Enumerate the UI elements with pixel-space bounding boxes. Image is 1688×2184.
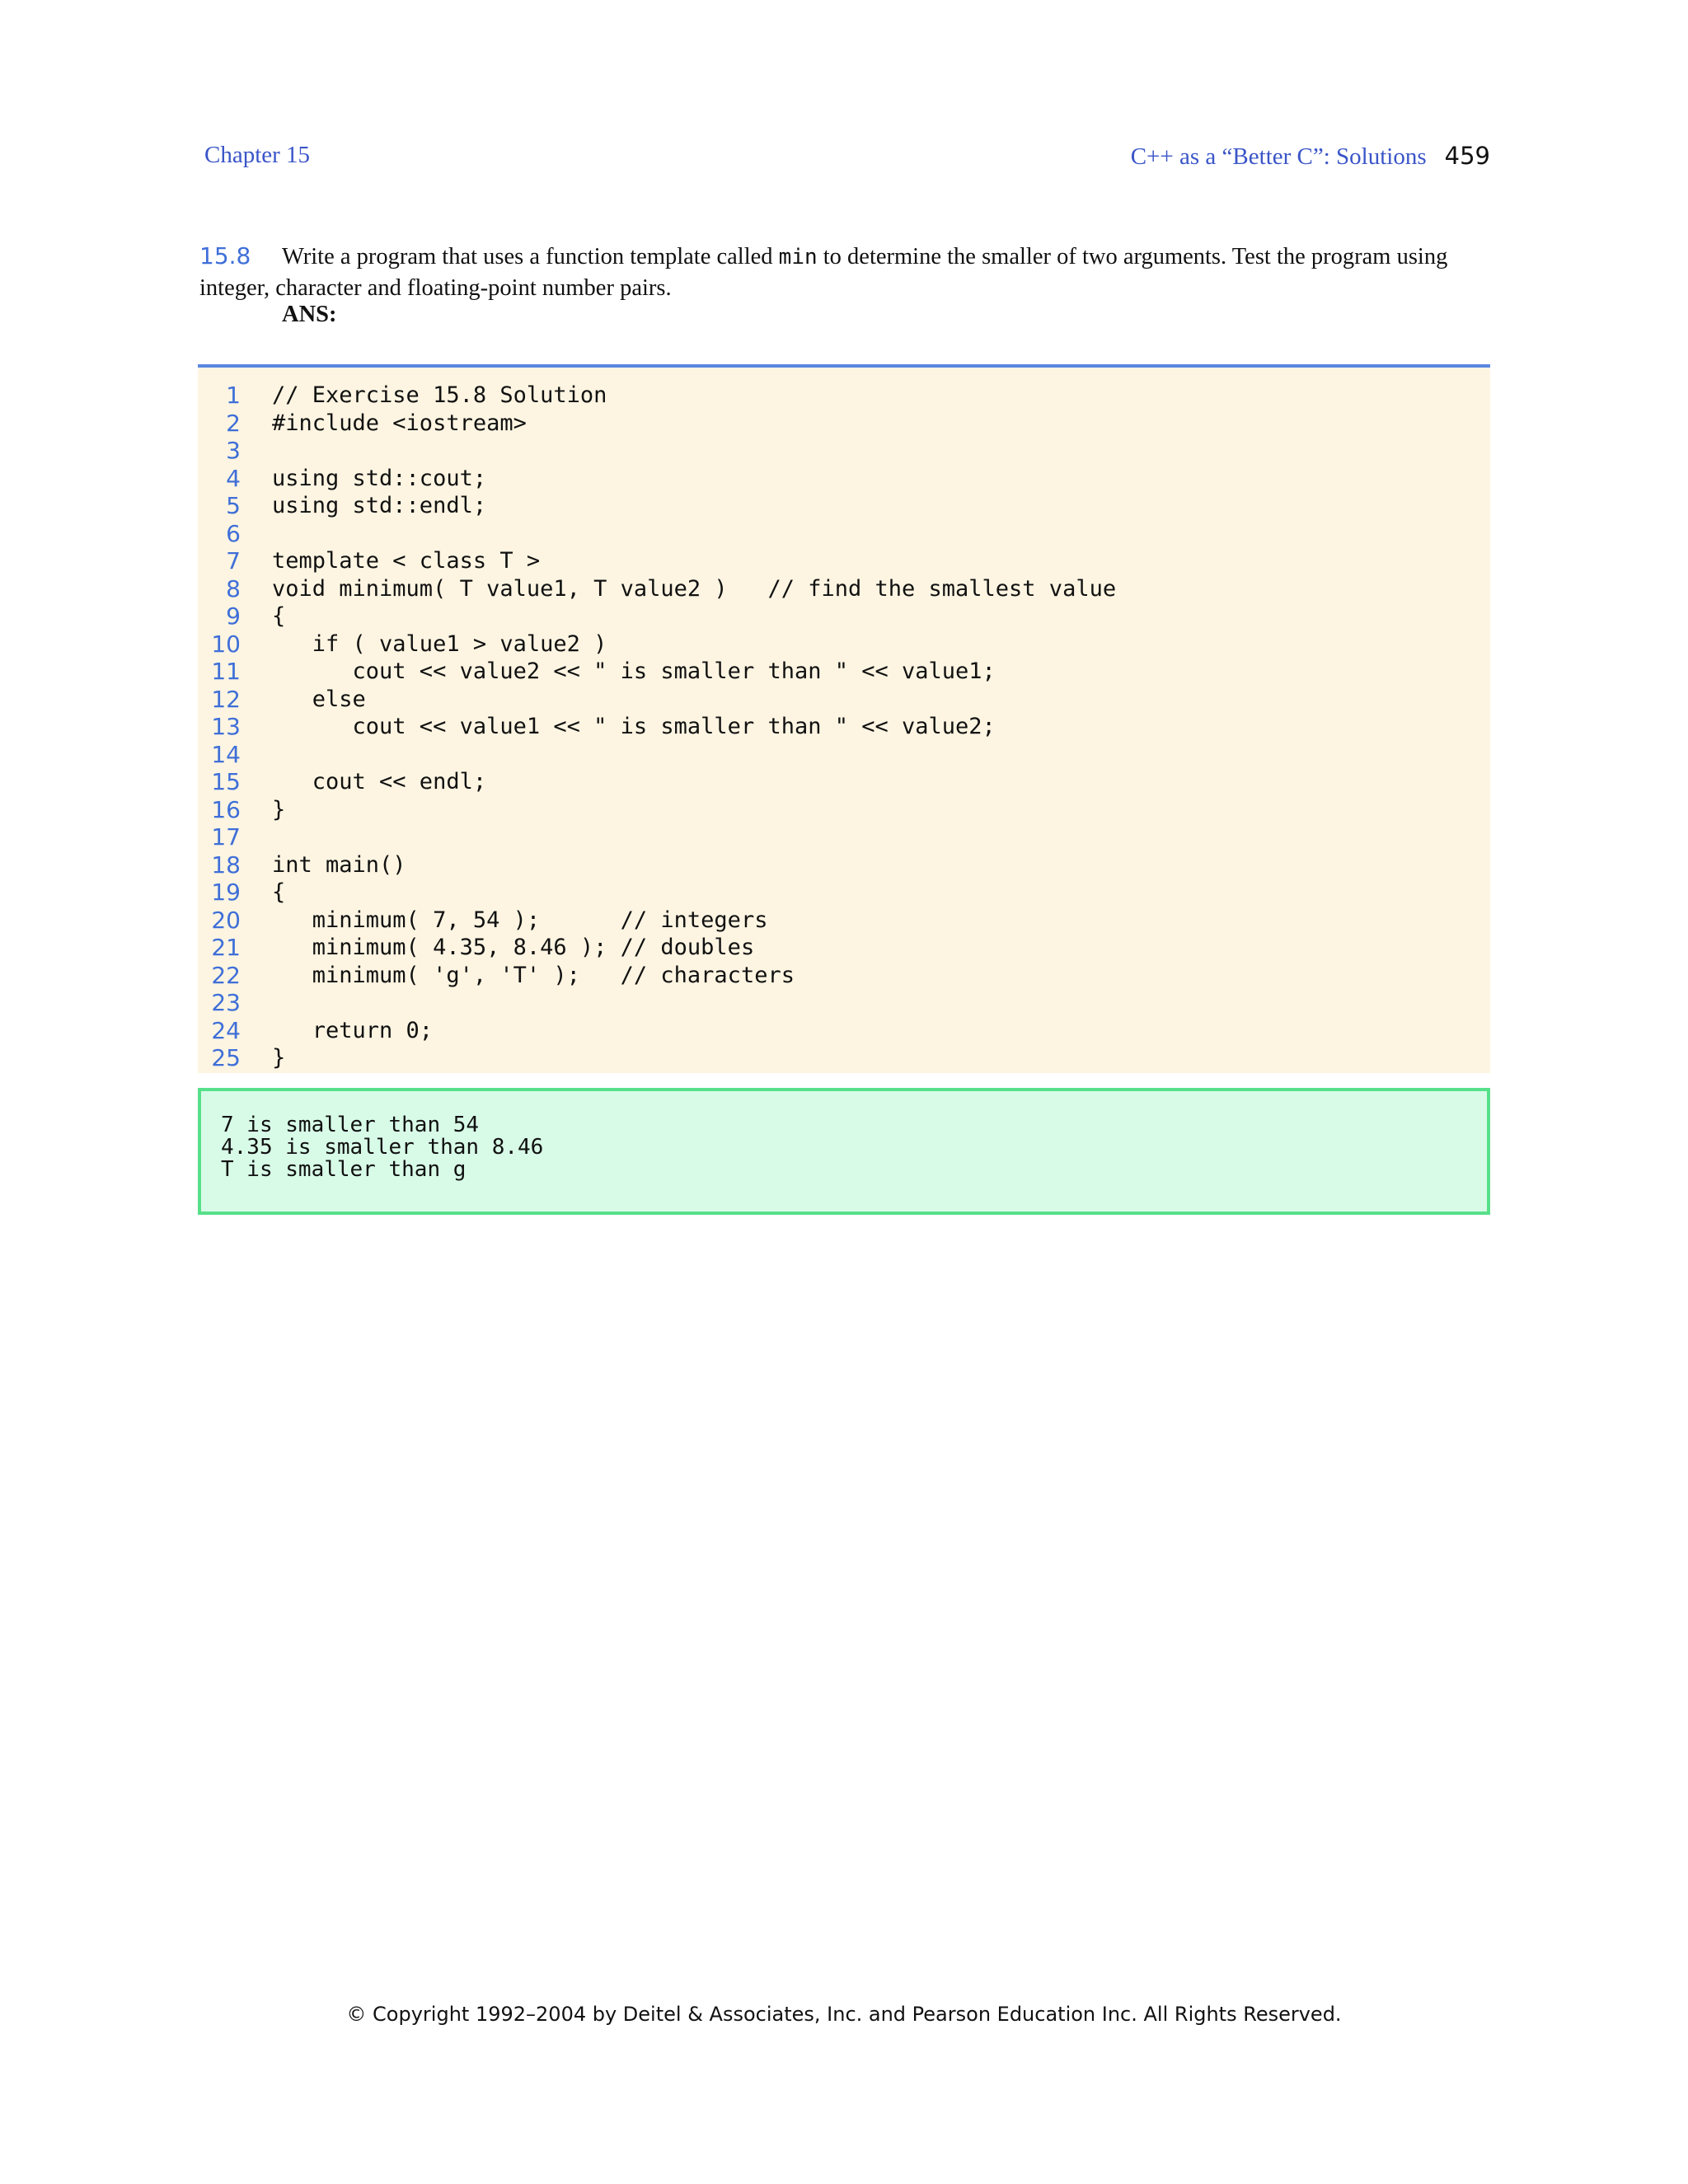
code-text: cout << value1 << " is smaller than " << value2; [272,714,996,739]
line-number: 17 [211,823,241,851]
code-text: // Exercise 15.8 Solution [272,382,607,408]
output-line: 7 is smaller than 54 [221,1113,480,1137]
code-line [198,989,1490,1017]
line-number: 22 [211,961,241,989]
page-number: 459 [1444,142,1490,170]
line-number: 23 [211,989,241,1016]
code-text: minimum( 4.35, 8.46 ); // doubles [272,935,755,960]
code-line [198,575,1490,603]
code-text: { [272,603,286,629]
code-line [198,658,1490,686]
code-line [198,465,1490,493]
code-text: template < class T > [272,548,541,574]
line-number: 3 [226,437,241,464]
line-number: 8 [226,574,241,602]
line-number: 18 [211,851,241,879]
line-number: 25 [211,1044,241,1071]
line-number: 10 [211,630,241,658]
code-line [198,934,1490,962]
code-line [198,382,1490,410]
program-output [198,1088,1490,1215]
code-line [198,962,1490,990]
line-number: 16 [211,795,241,823]
code-line [198,879,1490,907]
code-text: } [272,796,286,823]
line-number: 9 [226,602,241,630]
code-line [198,437,1490,465]
code-text: minimum( 'g', 'T' ); // characters [272,962,795,988]
line-number: 6 [226,519,241,547]
line-number: 13 [211,713,241,740]
page-header [204,142,1490,175]
code-text: void minimum( T value1, T value2 ) // find the smallest value [272,575,1117,602]
code-listing [198,364,1490,1073]
code-text: minimum( 7, 54 ); // integers [272,907,768,933]
code-line [198,547,1490,575]
code-line [198,686,1490,714]
exercise-text-before: Write a program that uses a function template called [282,244,779,269]
code-text: cout << endl; [272,769,487,794]
line-number: 7 [226,547,241,574]
line-number: 20 [211,906,241,934]
code-text: if ( value1 > value2 ) [272,630,607,657]
line-number: 15 [211,768,241,795]
code-text: return 0; [272,1017,434,1043]
code-line [198,741,1490,769]
output-line: 4.35 is smaller than 8.46 [221,1135,544,1160]
line-number: 24 [211,1016,241,1044]
code-text: using std::cout; [272,465,487,491]
line-number: 12 [211,685,241,713]
code-line [198,1017,1490,1045]
line-number: 19 [211,879,241,906]
exercise-number: 15.8 [199,242,251,269]
code-text: int main() [272,851,406,878]
code-line [198,768,1490,796]
exercise-text-after: to determine the smaller of two arguments. Test the program using integer, character and floating-point number pairs. [199,244,1448,301]
code-line [198,713,1490,741]
line-number: 4 [226,464,241,492]
code-line [198,410,1490,438]
code-line [198,823,1490,851]
code-text: else [272,686,366,712]
line-number: 1 [226,382,241,409]
output-line: T is smaller than g [221,1157,467,1182]
code-text: { [272,879,286,905]
line-number: 11 [211,658,241,685]
code-line [198,907,1490,935]
line-number: 14 [211,740,241,768]
chapter-label: Chapter 15 [204,142,311,168]
line-number: 5 [226,492,241,519]
exercise-statement [199,241,1490,303]
code-line [198,1044,1490,1072]
running-title: C++ as a “Better C”: Solutions [1130,143,1427,170]
code-line [198,851,1490,879]
copyright-notice: © Copyright 1992–2004 by Deitel & Associates, Inc. and Pearson Education Inc. All Rights Reserved. [346,2003,1342,2026]
code-text: } [272,1045,286,1071]
code-line [198,520,1490,548]
code-line [198,796,1490,824]
code-text: cout << value2 << " is smaller than " << value1; [272,658,996,684]
code-text: #include <iostream> [272,410,527,436]
answer-label: ANS: [282,302,337,327]
code-line [198,492,1490,520]
code-line [198,630,1490,658]
code-text: using std::endl; [272,493,487,518]
line-number: 2 [226,409,241,437]
code-line [198,602,1490,630]
header-right [1131,142,1490,171]
exercise-code-word: min [778,245,818,269]
line-number: 21 [211,934,241,961]
